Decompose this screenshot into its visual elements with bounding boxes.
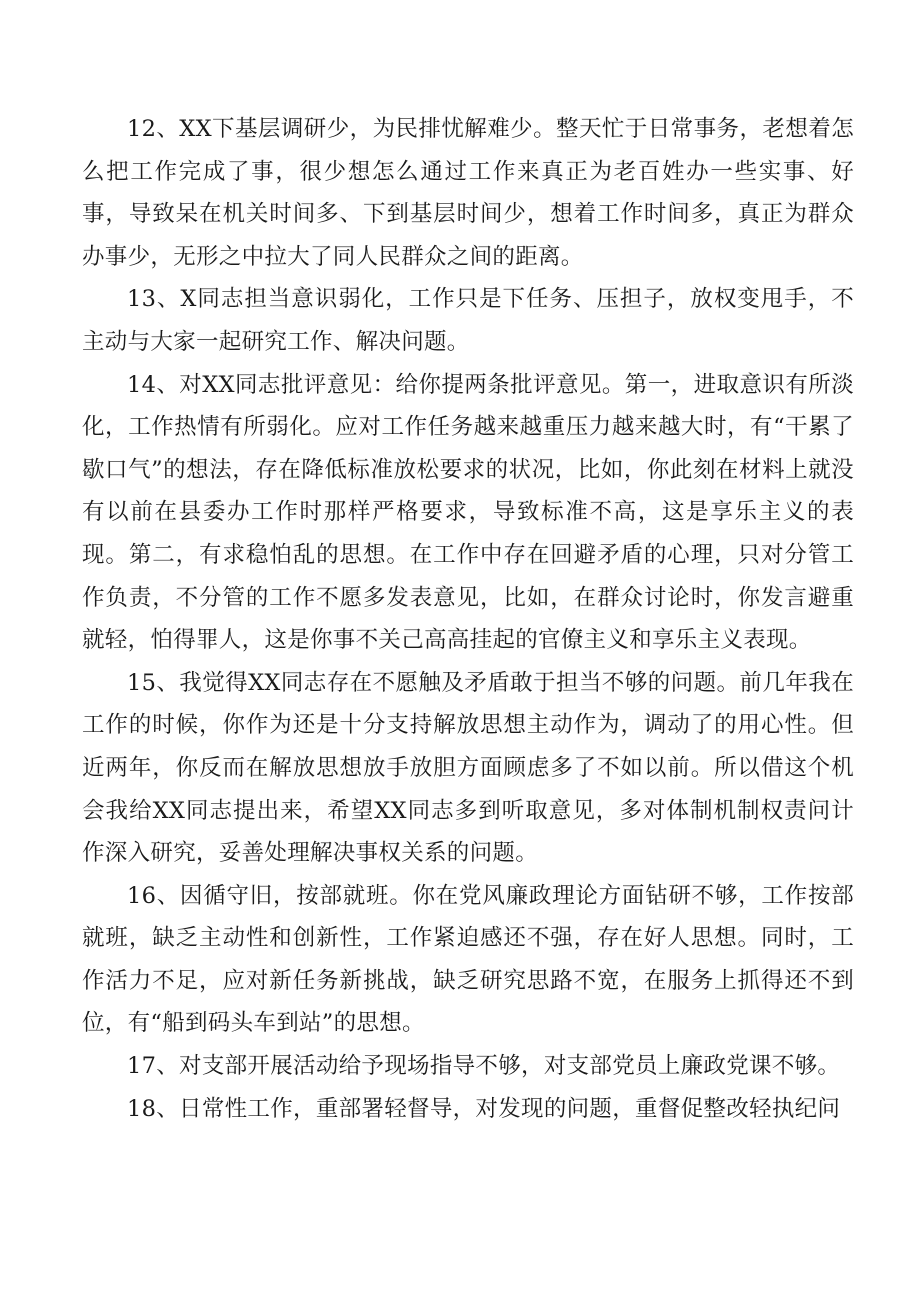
document-body	[82, 108, 854, 1130]
paragraph-18: 18、日常性工作，重部署轻督导，对发现的问题，重督促整改轻执纪问	[127, 1095, 841, 1122]
paragraph-17: 17、对支部开展活动给予现场指导不够，对支部党员上廉政党课不够。	[127, 1053, 841, 1080]
paragraph-16: 16、因循守旧，按部就班。你在党风廉政理论方面钻研不够，工作按部就班，缺乏主动性和创新性，工作紧迫感还不强，存在好人思想。同时，工作活力不足，应对新任务新挑战，缺乏研究思路不宽，在服务上抓得还不到位，有“船到码头车到站”的思想。	[82, 882, 854, 1037]
paragraph-13: 13、X同志担当意识弱化，工作只是下任务、压担子，放权变甩手，不主动与大家一起研究工作、解决问题。	[82, 286, 854, 355]
paragraph-15: 15、我觉得XX同志存在不愿触及矛盾敢于担当不够的问题。前几年我在工作的时候，你作为还是十分支持解放思想主动作为，调动了的用心性。但近两年，你反而在解放思想放手放胆方面顾虑多了不如以前。所以借这个机会我给XX同志提出来，希望XX同志多到听取意见，多对体制机制权责问计作深入研究，妥善处理解决事权关系的问题。	[82, 669, 854, 867]
paragraph-12: 12、XX下基层调研少，为民排忧解难少。整天忙于日常事务，老想着怎么把工作完成了事，很少想怎么通过工作来真正为老百姓办一些实事、好事，导致呆在机关时间多、下到基层时间少，想着工作时间多，真正为群众办事少，无形之中拉大了同人民群众之间的距离。	[82, 116, 854, 270]
paragraph-14: 14、对XX同志批评意见：给你提两条批评意见。第一，进取意识有所淡化，工作热情有所弱化。应对工作任务越来越重压力越来越大时，有“干累了歇口气”的想法，存在降低标准放松要求的状况，比如，你此刻在材料上就没有以前在县委办工作时那样严格要求，导致标准不高，这是享乐主义的表现。第二，有求稳怕乱的思想。在工作中存在回避矛盾的心理，只对分管工作负责，不分管的工作不愿多发表意见，比如，在群众讨论时，你发言避重就轻，怕得罪人，这是你事不关己高高挂起的官僚主义和享乐主义表现。	[82, 371, 854, 654]
